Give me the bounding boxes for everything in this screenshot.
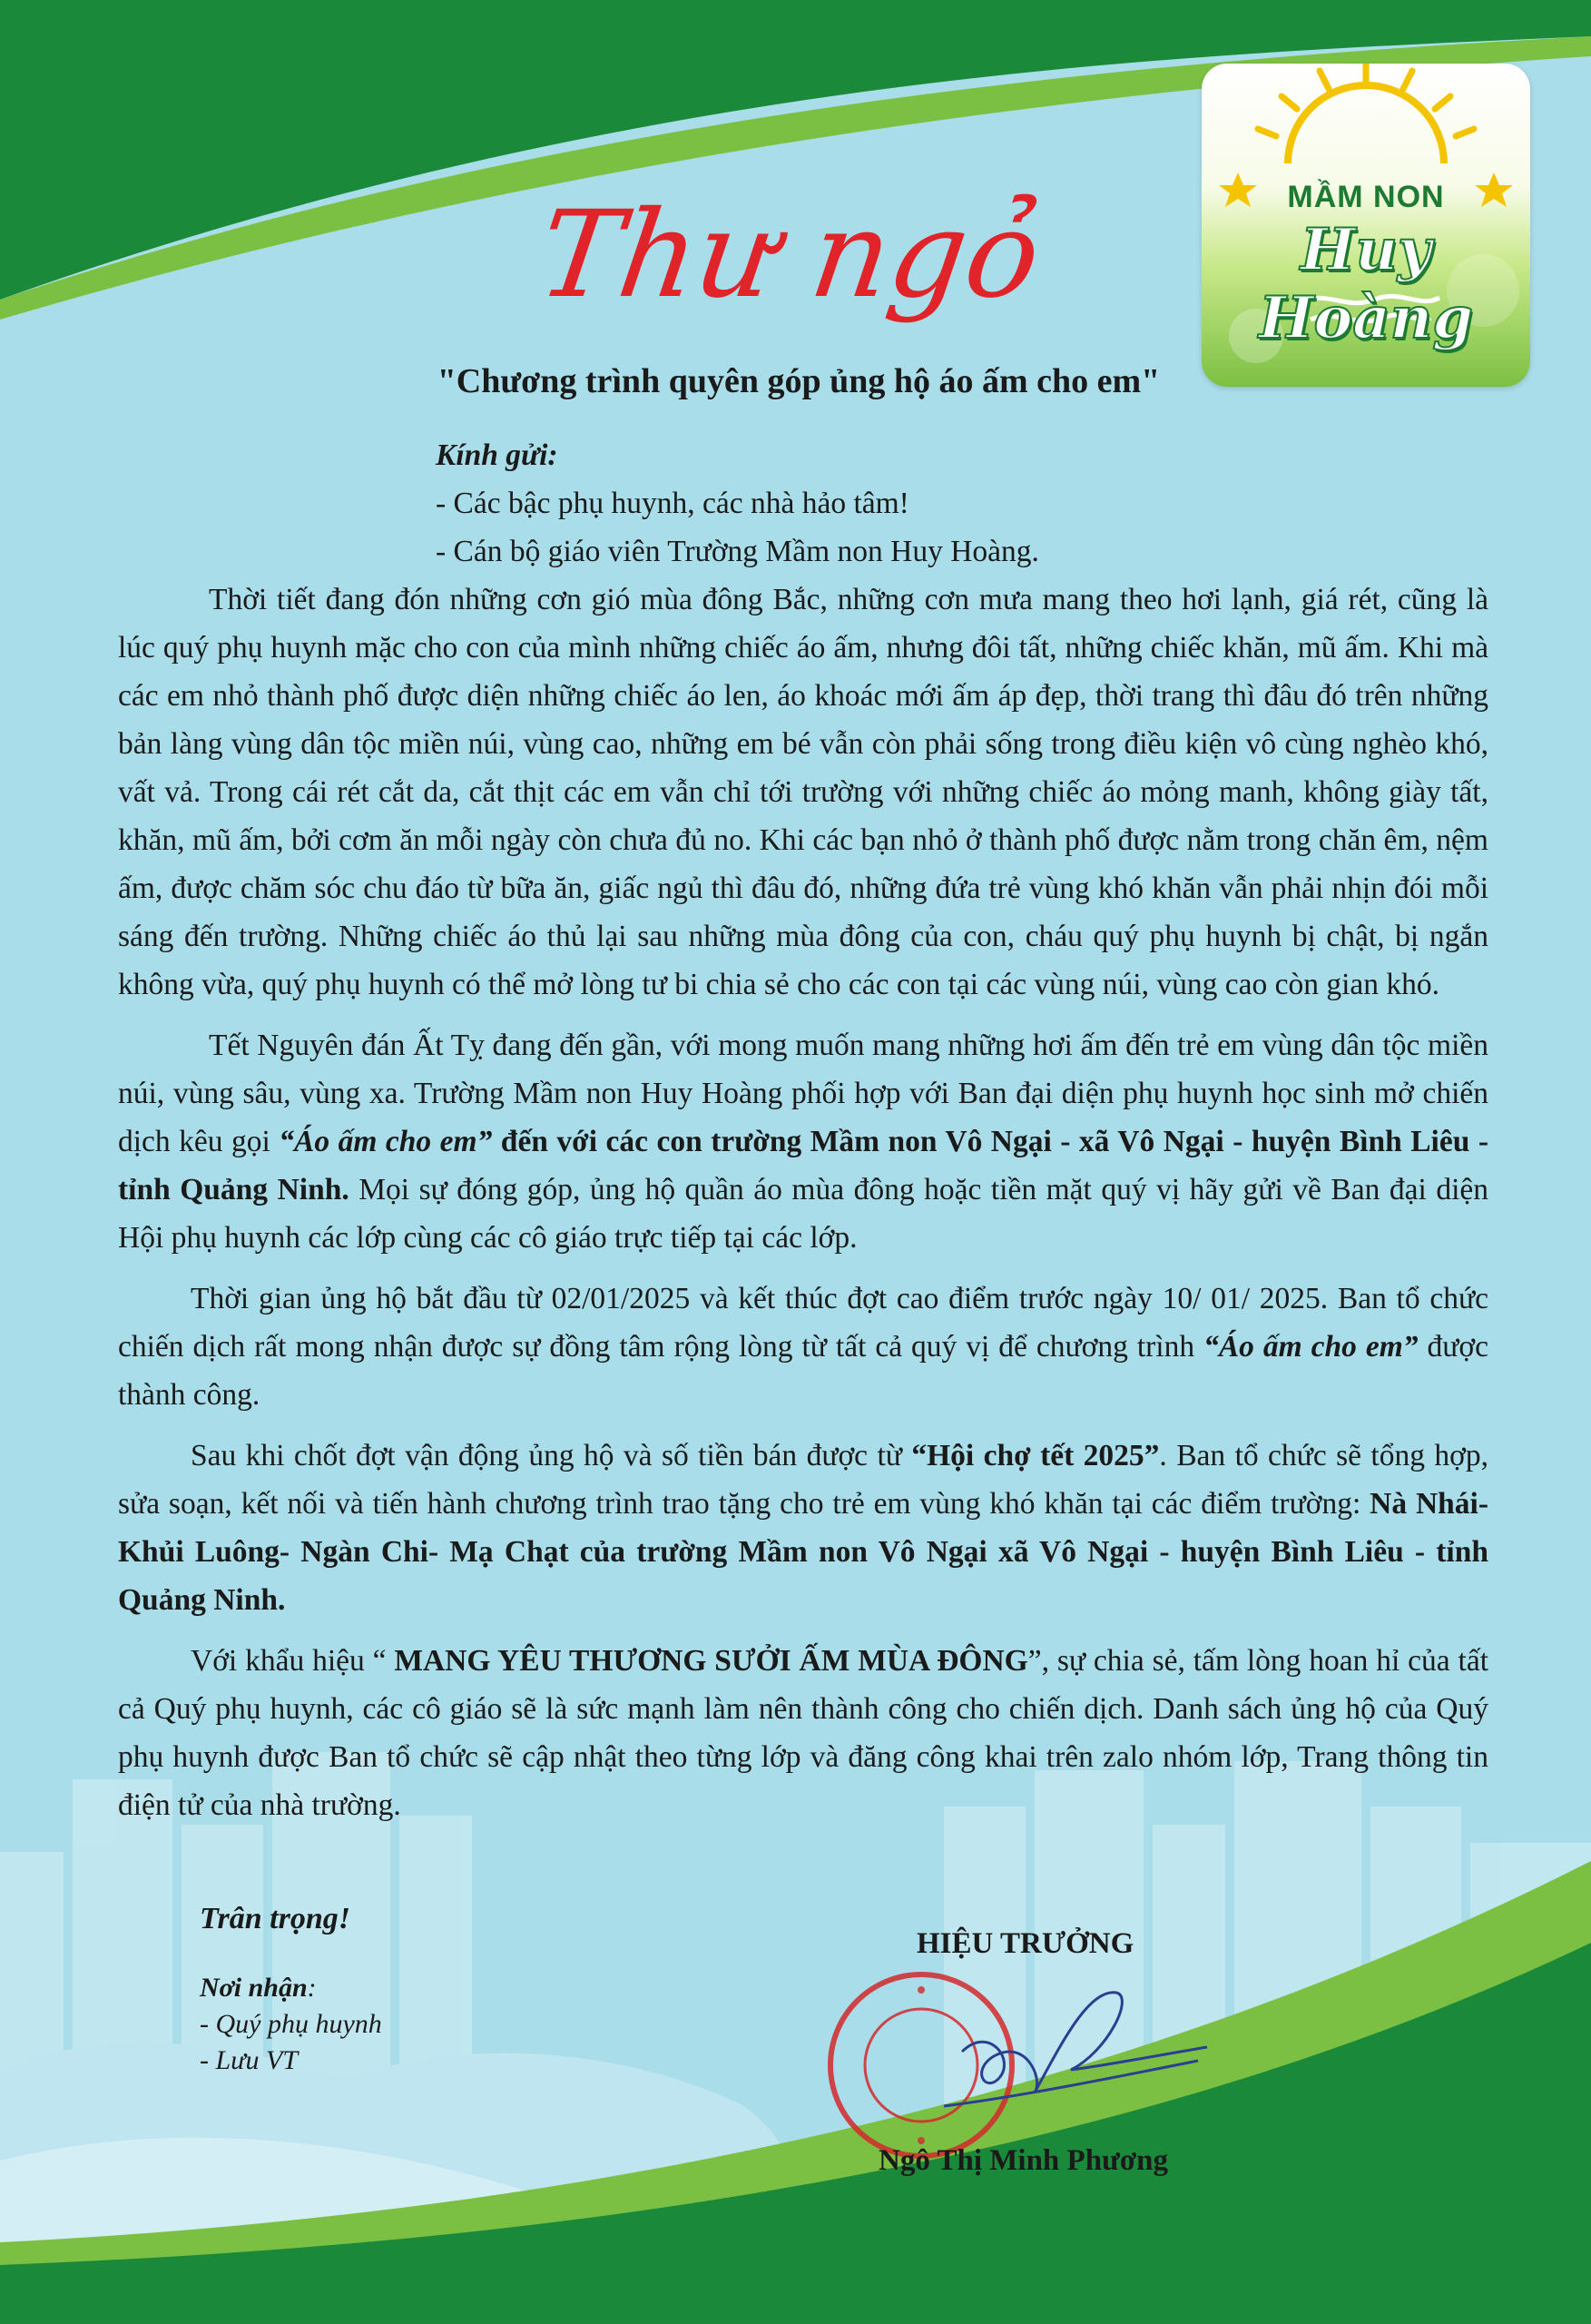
recipient-item: - Lưu VT: [200, 2045, 299, 2075]
salutation-line: - Cán bộ giáo viên Trường Mầm non Huy Hoàng.: [436, 535, 1039, 568]
signer-name: Ngô Thị Minh Phương: [879, 2144, 1168, 2177]
paragraph-distribution: Sau khi chốt đợt vận động ủng hộ và số tiền bán được từ “Hội chợ tết 2025”. Ban tổ chức sẽ tổng hợp, sửa soạn, kết nối và tiến hành chương trình trao tặng cho trẻ em vùng khó khăn tại các điểm trường: Nà Nhái- Khủi Luông- Ngàn Chi- Mạ Chạt của trường Mầm non Vô Ngại xã Vô Ngại - huyện Bình Liêu - tỉnh Quảng Ninh.: [118, 1439, 1488, 1617]
logo-text-mam-non: MẦM NON: [1287, 180, 1445, 214]
salutation-line: - Các bậc phụ huynh, các nhà hảo tâm!: [436, 487, 909, 520]
signature-role: HIỆU TRƯỞNG: [917, 1927, 1134, 1960]
salutation-heading: Kính gửi:: [436, 438, 558, 472]
logo-text-school-name: Huy Hoàng: [1259, 216, 1473, 352]
handwritten-signature: [908, 1970, 1216, 2133]
letter-body: [118, 431, 1488, 1829]
paragraph-slogan: Với khẩu hiệu “ MANG YÊU THƯƠNG SƯỞI ẤM MÙA ĐÔNG”, sự chia sẻ, tấm lòng hoan hỉ của tất cả Quý phụ huynh, các cô giáo sẽ là sức mạnh làm nên thành công cho chiến dịch. Danh sách ủng hộ của Quý phụ huynh được Ban tổ chức sẽ cập nhật theo từng lớp và đăng công khai trên zalo nhóm lớp, Trang thông tin điện tử của nhà trường.: [118, 1644, 1488, 1822]
paragraph-timeline: Thời gian ủng hộ bắt đầu từ 02/01/2025 và kết thúc đợt cao điểm trước ngày 10/ 01/ 2025. Ban tổ chức chiến dịch rất mong nhận được sự đồng tâm rộng lòng từ tất cả quý vị để chương trình “Áo ấm cho em” được thành công.: [118, 1282, 1489, 1412]
letter-subtitle: "Chương trình quyên góp ủng hộ áo ấm cho em": [437, 362, 1161, 400]
recipient-item: - Quý phụ huynh: [200, 2009, 382, 2039]
school-logo: [1202, 64, 1530, 387]
letter-title: Thư ngỏ: [530, 185, 1049, 325]
recipients-heading: Nơi nhận:: [200, 1973, 317, 2003]
paragraph-weather: Thời tiết đang đón những cơn gió mùa đông Bắc, những cơn mưa mang theo hơi lạnh, giá rét, cũng là lúc quý phụ huynh mặc cho con của mình những chiếc áo ấm, nhưng đôi tất, những chiếc khăn, mũ ấm. Khi mà các em nhỏ thành phố được diện những chiếc áo len, áo khoác mới ấm áp đẹp, thời trang thì đâu đó trên những bản làng vùng dân tộc miền núi, vùng cao, những em bé vẫn còn phải sống trong điều kiện vô cùng nghèo khó, vất vả. Trong cái rét cắt da, cắt thịt các em vẫn chỉ tới trường với những chiếc áo mỏng manh, không giày tất, khăn, mũ ấm, bởi cơm ăn mỗi ngày còn chưa đủ no. Khi các bạn nhỏ ở thành phố được nằm trong chăn êm, nệm ấm, được chăm sóc chu đáo từ bữa ăn, giấc ngủ thì đâu đó, những đứa trẻ vùng khó khăn vẫn phải nhịn đói mỗi sáng đến trường. Những chiếc áo thủ lại sau những mùa đông của con, cháu quý phụ huynh bị chật, bị ngắn không vừa, quý phụ huynh có thể mở lòng tư bi chia sẻ cho các con tại các vùng núi, vùng cao còn gian khó.: [118, 583, 1488, 1001]
closing-text: Trân trọng!: [200, 1902, 350, 1935]
paragraph-campaign: Tết Nguyên đán Ất Tỵ đang đến gần, với mong muốn mang những hơi ấm đến trẻ em vùng dân tộc miền núi, vùng sâu, vùng xa. Trường Mầm non Huy Hoàng phối hợp với Ban đại diện phụ huynh học sinh mở chiến dịch kêu gọi “Áo ấm cho em” đến với các con trường Mầm non Vô Ngại - xã Vô Ngại - huyện Bình Liêu - tỉnh Quảng Ninh. Mọi sự đóng góp, ủng hộ quần áo mùa đông hoặc tiền mặt quý vị hãy gửi về Ban đại diện Hội phụ huynh các lớp cùng các cô giáo trực tiếp tại các lớp.: [118, 1029, 1489, 1255]
recipients-block: [200, 1970, 382, 2079]
